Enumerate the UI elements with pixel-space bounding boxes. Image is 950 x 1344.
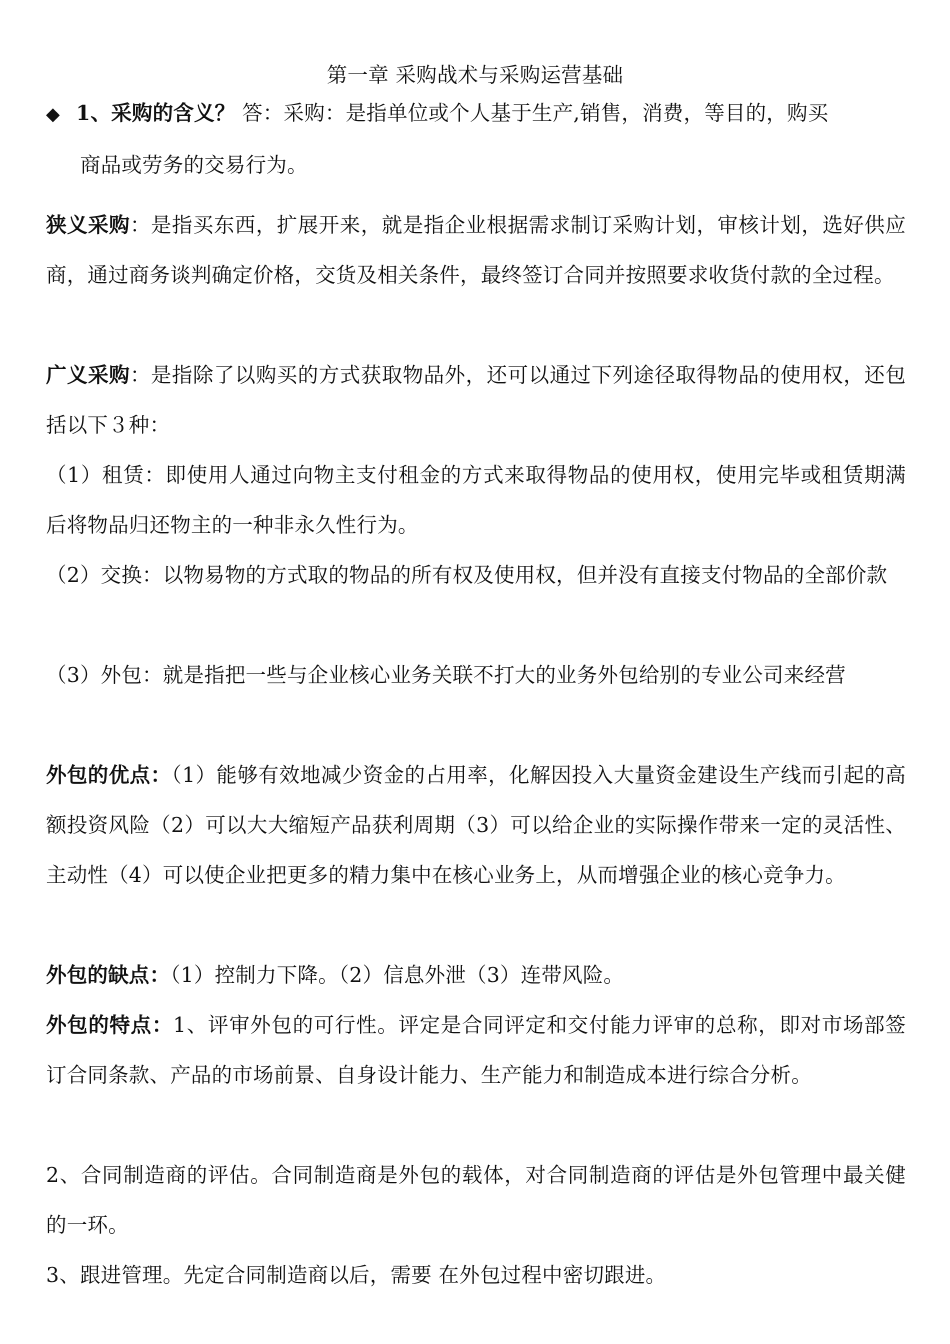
broad-definition: [46, 350, 906, 450]
narrow-definition: [46, 200, 906, 300]
narrow-definition-text: ：是指买东西，扩展开来，就是指企业根据需求制订采购计划，审核计划，选好供应商，通过商务谈判确定价格，交货及相关条件，最终签订合同并按照要求收货付款的全过程。: [46, 213, 906, 287]
list-item: （3）外包：就是指把一些与企业核心业务关联不打大的业务外包给别的专业公司来经营: [46, 663, 846, 687]
advantages-section: [46, 750, 906, 900]
question-1: [46, 88, 906, 190]
disadvantages-text: （1）控制力下降。（2）信息外泄（3）连带风险。: [170, 963, 625, 987]
broad-definition-text: ：是指除了以购买的方式获取物品外，还可以通过下列途径取得物品的使用权，还包括以下３种：: [46, 363, 906, 437]
features-text: 1、评审外包的可行性。评定是合同评定和交付能力评审的总称，即对市场部签订合同条款、产品的市场前景、自身设计能力、生产能力和制造成本进行综合分析。: [46, 1013, 906, 1087]
diamond-bullet-icon: ◆: [46, 104, 61, 125]
disadvantages-label: 外包的缺点：: [46, 963, 171, 987]
narrow-definition-label: 狭义采购: [46, 213, 130, 237]
chapter-title: 第一章 采购战术与采购运营基础: [326, 63, 624, 87]
features-item-3: 3、跟进管理。先定合同制造商以后，需要 在外包过程中密切跟进。: [46, 1263, 667, 1287]
question-1-answer: 答：采购：是指单位或个人基于生产,销售，消费，等目的，购买: [235, 101, 829, 125]
broad-definition-label: 广义采购: [46, 363, 130, 387]
features-section: [46, 1000, 906, 1100]
features-label: 外包的特点：: [46, 1013, 174, 1037]
disadvantages-section: [46, 950, 906, 1000]
advantages-text: （1）能够有效地减少资金的占用率，化解因投入大量资金建设生产线而引起的高额投资风险（2）可以大大缩短产品获利周期（3）可以给企业的实际操作带来一定的灵活性、主动性（4）可以使企业把更多的精力集中在核心业务上，从而增强企业的核心竞争力。: [46, 763, 906, 887]
question-1-answer-cont: 商品或劳务的交易行为。: [80, 153, 308, 177]
features-item-2: 2、合同制造商的评估。合同制造商是外包的载体，对合同制造商的评估是外包管理中最关健的一环。: [46, 1163, 906, 1237]
list-item: （2）交换：以物易物的方式取的物品的所有权及使用权，但并没有直接支付物品的全部价款: [46, 563, 888, 587]
question-1-label: 1、采购的含义？: [76, 101, 236, 125]
advantages-label: 外包的优点：: [46, 763, 172, 787]
list-item: （1）租赁：即使用人通过向物主支付租金的方式来取得物品的使用权，使用完毕或租赁期满后将物品归还物主的一种非永久性行为。: [46, 463, 906, 537]
